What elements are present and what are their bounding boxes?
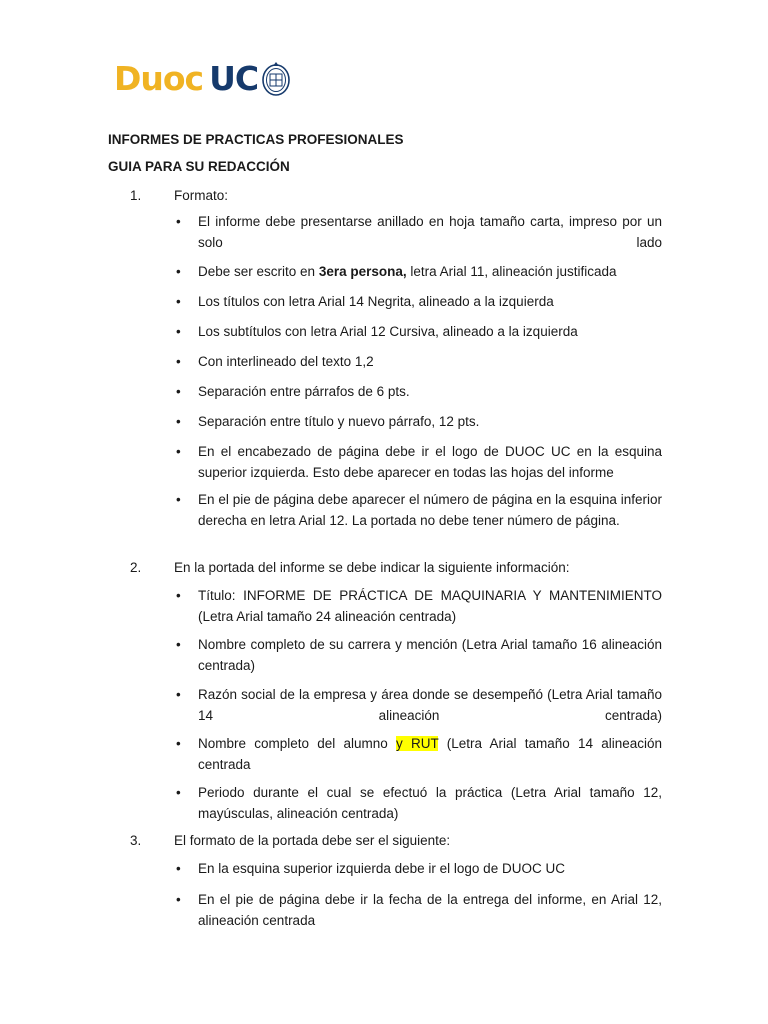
s1-item-5: Con interlineado del texto 1,2 [198,354,374,369]
s2-item-5: Periodo durante el cual se efectuó la práctica (Letra Arial tamaño 12, mayúsculas, alineación centrada) [198,785,662,821]
bullet-icon: • [176,785,181,800]
s1-item-7: Separación entre título y nuevo párrafo, 12 pts. [198,414,480,429]
s2-item-3: Razón social de la empresa y área donde se desempeñó (Letra Arial tamaño 14 alineación centrada) [198,687,662,723]
s2-item-1: Título: INFORME DE PRÁCTICA DE MAQUINARIA Y MANTENIMIENTO (Letra Arial tamaño 24 alineación centrada) [198,588,662,624]
s1-item-3: Los títulos con letra Arial 14 Negrita, alineado a la izquierda [198,294,554,309]
bullet-icon: • [176,384,181,399]
section-2-label: En la portada del informe se debe indicar la siguiente información: [174,560,570,575]
bullet-icon: • [176,861,181,876]
s1-item-8: En el encabezado de página debe ir el logo de DUOC UC en la esquina superior izquierda. Esto debe aparecer en todas las hojas del informe [198,444,662,480]
bullet-icon: • [176,687,181,702]
s3-item-2: En el pie de página debe ir la fecha de la entrega del informe, en Arial 12, alineación centrada [198,892,662,928]
bullet-icon: • [176,444,181,459]
s1-item-4: Los subtítulos con letra Arial 12 Cursiva, alineado a la izquierda [198,324,578,339]
section-3-number: 3. [130,833,142,848]
logo-duoc-text: Duoc [114,58,204,98]
s2-item-2: Nombre completo de su carrera y mención (Letra Arial tamaño 16 alineación centrada) [198,637,662,673]
bullet-icon: • [176,214,181,229]
bullet-icon: • [176,354,181,369]
logo-uc-text: UC [209,58,259,98]
bullet-icon: • [176,736,181,751]
bullet-icon: • [176,294,181,309]
s1-item-1: El informe debe presentarse anillado en hoja tamaño carta, impreso por un solo lado [198,214,662,250]
uc-seal-icon [261,57,291,99]
s3-item-1: En la esquina superior izquierda debe ir el logo de DUOC UC [198,861,565,876]
s1-item-2: Debe ser escrito en 3era persona, letra Arial 11, alineación justificada [198,264,617,279]
s2-item-4: Nombre completo del alumno y RUT (Letra Arial tamaño 14 alineación centrada [198,736,662,772]
section-1-number: 1. [130,188,142,203]
bullet-icon: • [176,324,181,339]
duoc-uc-logo [114,56,291,100]
document-title: INFORMES DE PRACTICAS PROFESIONALES [108,132,404,147]
s1-item-9: En el pie de página debe aparecer el número de página en la esquina inferior derecha en letra Arial 12. La portada no debe tener número de página. [198,492,662,528]
bullet-icon: • [176,414,181,429]
bullet-icon: • [176,637,181,652]
section-2-number: 2. [130,560,142,575]
section-1-label: Formato: [174,188,229,203]
s1-item-6: Separación entre párrafos de 6 pts. [198,384,410,399]
bullet-icon: • [176,492,181,507]
section-3-label: El formato de la portada debe ser el siguiente: [174,833,451,848]
bullet-icon: • [176,264,181,279]
document-subtitle: GUIA PARA SU REDACCIÓN [108,159,290,174]
bullet-icon: • [176,892,181,907]
bullet-icon: • [176,588,181,603]
